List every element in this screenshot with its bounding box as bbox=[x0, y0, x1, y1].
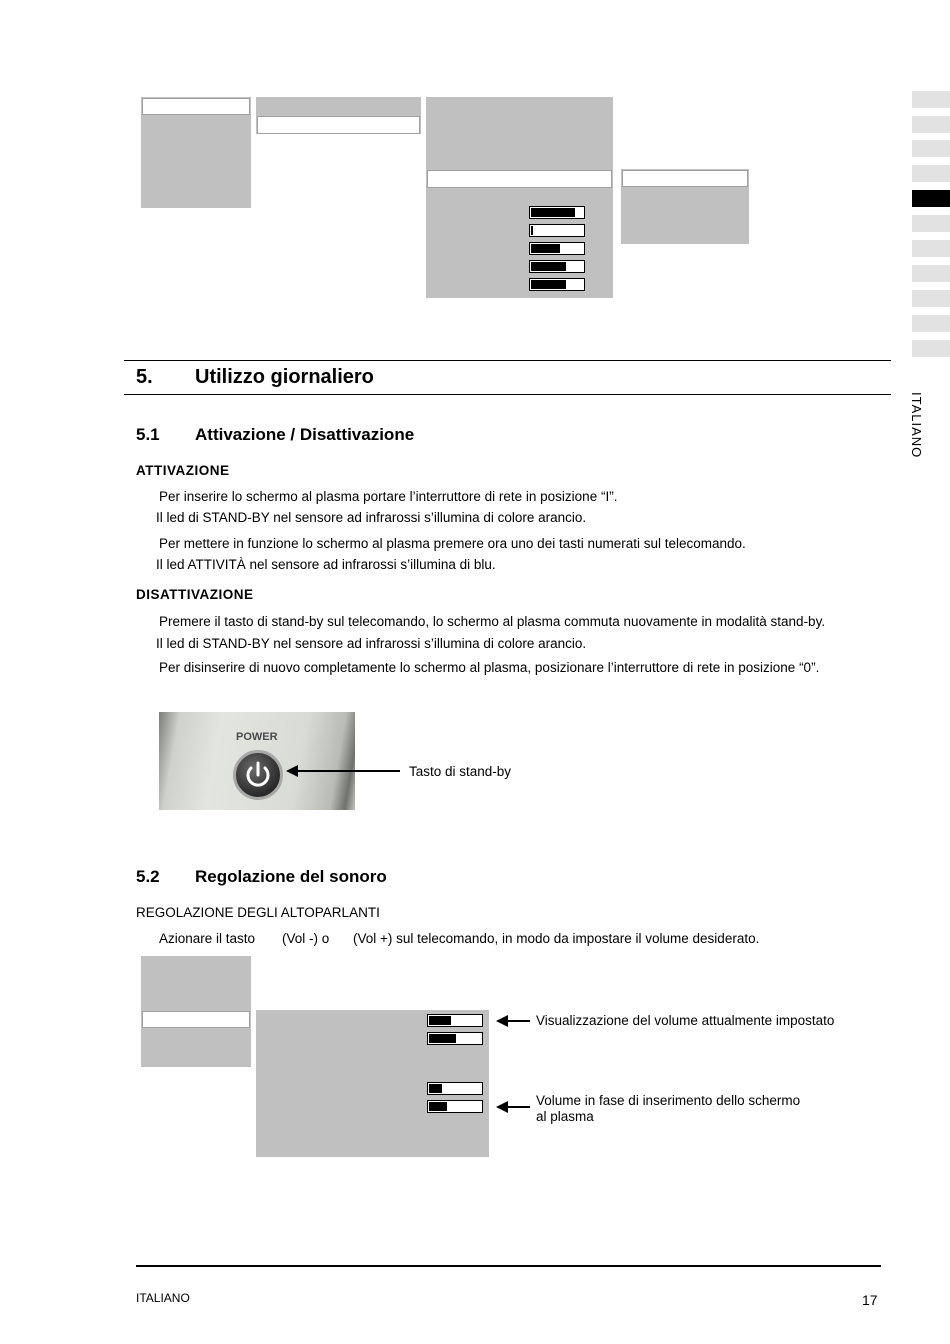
side-tab[interactable] bbox=[912, 340, 950, 357]
side-tab[interactable] bbox=[912, 140, 950, 157]
menu-panel-2-selection[interactable] bbox=[257, 116, 420, 134]
volume-bar-fill bbox=[429, 1016, 451, 1025]
power-caption: Tasto di stand-by bbox=[409, 764, 512, 779]
page-number: 17 bbox=[862, 1292, 878, 1308]
volume-bar bbox=[427, 1032, 483, 1045]
level-bar-fill bbox=[531, 226, 533, 235]
volume-bar-fill bbox=[429, 1034, 456, 1043]
subsection-number: 5.1 bbox=[136, 425, 160, 444]
side-tab[interactable] bbox=[912, 165, 950, 182]
volume-bar bbox=[427, 1082, 483, 1095]
volume-bar bbox=[427, 1100, 483, 1113]
section-number: 5. bbox=[136, 366, 153, 388]
footer-language: ITALIANO bbox=[136, 1291, 190, 1305]
callout-arrow-icon bbox=[496, 1101, 508, 1113]
side-tab[interactable] bbox=[912, 315, 950, 332]
paragraph-part: (Vol +) sul telecomando, in modo da impostare il volume desiderato. bbox=[353, 931, 760, 946]
level-bar bbox=[529, 242, 585, 255]
menu-panel-3-selection[interactable] bbox=[427, 170, 612, 188]
level-bar bbox=[529, 206, 585, 219]
side-tab[interactable] bbox=[912, 91, 950, 108]
volume-panel-1-selection[interactable] bbox=[142, 1011, 250, 1028]
callout-line bbox=[508, 1106, 530, 1108]
paragraph: Per mettere in funzione lo schermo al plasma premere ora uno dei tasti numerati sul telecomando. bbox=[159, 536, 746, 551]
footer-rule bbox=[136, 1265, 881, 1267]
power-label: POWER bbox=[236, 731, 278, 743]
volume-callout-2-line2: al plasma bbox=[536, 1109, 594, 1124]
side-tab[interactable] bbox=[912, 265, 950, 282]
level-bar-fill bbox=[531, 208, 575, 217]
power-button[interactable] bbox=[233, 750, 283, 800]
subsection-number: 5.2 bbox=[136, 867, 160, 886]
power-icon bbox=[236, 753, 280, 797]
menu-panel-4-selection[interactable] bbox=[622, 170, 748, 187]
level-bar-fill bbox=[531, 262, 566, 271]
attivazione-heading: ATTIVAZIONE bbox=[136, 463, 230, 478]
side-tab[interactable] bbox=[912, 116, 950, 133]
paragraph: Per disinserire di nuovo completamente lo schermo al plasma, posizionare l’interruttore di rete in posizione “0”. bbox=[159, 660, 820, 675]
section-title: Utilizzo giornaliero bbox=[195, 366, 374, 388]
paragraph-part: (Vol -) o bbox=[282, 931, 330, 946]
side-tab[interactable] bbox=[912, 290, 950, 307]
power-button-photo bbox=[159, 712, 355, 810]
callout-arrow-icon bbox=[286, 765, 298, 777]
paragraph: Il led ATTIVITÀ nel sensore ad infrarossi s’illumina di blu. bbox=[156, 557, 496, 572]
paragraph: Il led di STAND-BY nel sensore ad infrarossi s’illumina di colore arancio. bbox=[156, 636, 587, 651]
level-bar-fill bbox=[531, 280, 566, 289]
subsection-title: Attivazione / Disattivazione bbox=[195, 425, 415, 444]
level-bar bbox=[529, 260, 585, 273]
volume-callout-2-line1: Volume in fase di inserimento dello schermo bbox=[536, 1093, 801, 1108]
disattivazione-heading: DISATTIVAZIONE bbox=[136, 587, 254, 602]
paragraph: Il led di STAND-BY nel sensore ad infrarossi s’illumina di colore arancio. bbox=[156, 510, 587, 525]
side-language-label: ITALIANO bbox=[909, 392, 924, 459]
regolazione-heading: REGOLAZIONE DEGLI ALTOPARLANTI bbox=[136, 905, 380, 920]
side-tab[interactable] bbox=[912, 240, 950, 257]
side-tab[interactable] bbox=[912, 215, 950, 232]
volume-callout-1: Visualizzazione del volume attualmente impostato bbox=[536, 1013, 835, 1028]
volume-bar-fill bbox=[429, 1084, 442, 1093]
paragraph-part: Azionare il tasto bbox=[159, 931, 256, 946]
menu-panel-1-selection[interactable] bbox=[142, 98, 250, 115]
paragraph: Premere il tasto di stand-by sul telecomando, lo schermo al plasma commuta nuovamente in modalità stand-by. bbox=[159, 614, 826, 629]
callout-line bbox=[508, 1020, 530, 1022]
level-bar bbox=[529, 224, 585, 237]
volume-bar bbox=[427, 1014, 483, 1027]
section-rule-bottom bbox=[124, 394, 891, 395]
level-bar-fill bbox=[531, 244, 560, 253]
volume-bar-fill bbox=[429, 1102, 447, 1111]
subsection-title: Regolazione del sonoro bbox=[195, 867, 387, 886]
level-bar bbox=[529, 278, 585, 291]
callout-arrow-icon bbox=[496, 1015, 508, 1027]
side-tab-active[interactable] bbox=[912, 190, 950, 207]
callout-line bbox=[296, 770, 400, 772]
section-rule-top bbox=[124, 360, 891, 361]
paragraph: Per inserire lo schermo al plasma portare l’interruttore di rete in posizione “I”. bbox=[159, 489, 618, 504]
